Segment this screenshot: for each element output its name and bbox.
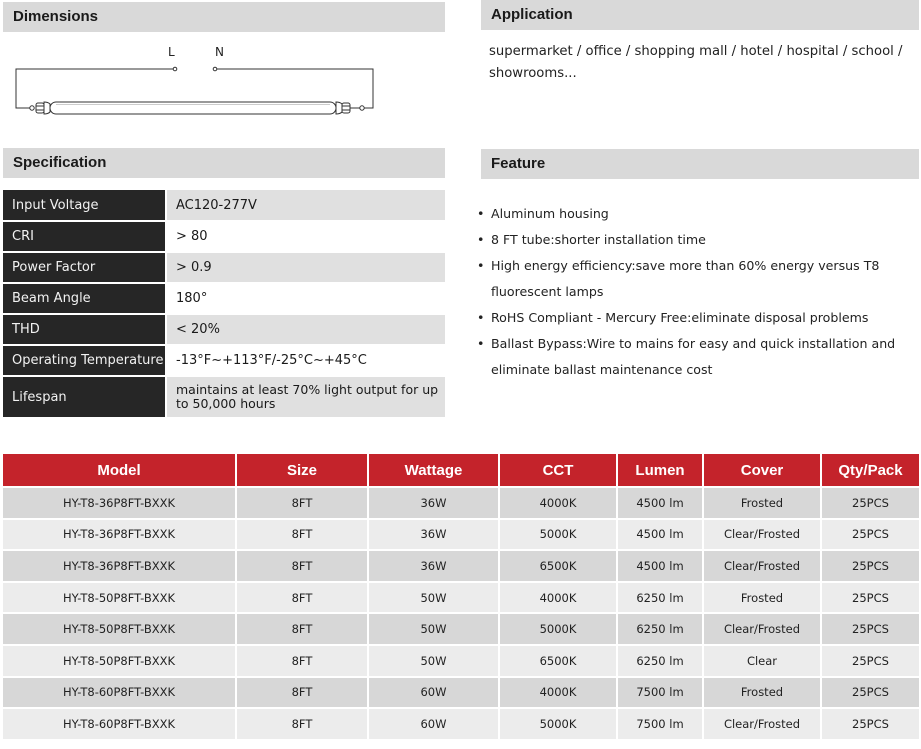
table-cell: HY-T8-50P8FT-BXXK bbox=[3, 645, 236, 677]
table-cell: 5000K bbox=[499, 708, 617, 740]
table-cell: 50W bbox=[368, 613, 499, 645]
table-cell: 6500K bbox=[499, 645, 617, 677]
table-cell: HY-T8-50P8FT-BXXK bbox=[3, 613, 236, 645]
table-cell: 6500K bbox=[499, 550, 617, 582]
table-cell: 4000K bbox=[499, 582, 617, 614]
table-row bbox=[3, 519, 919, 551]
application-text: supermarket / office / shopping mall / hotel / hospital / school / showrooms... bbox=[489, 44, 903, 81]
column-header: CCT bbox=[499, 454, 617, 487]
table-cell: 36W bbox=[368, 487, 499, 519]
table-cell: 8FT bbox=[236, 645, 368, 677]
tube-illustration bbox=[30, 102, 364, 114]
column-header: Cover bbox=[703, 454, 821, 487]
table-row bbox=[3, 708, 919, 740]
table-cell: 6250 lm bbox=[617, 582, 703, 614]
table-cell: Clear/Frosted bbox=[703, 519, 821, 551]
table-cell: 25PCS bbox=[821, 487, 919, 519]
feature-heading: Feature bbox=[481, 149, 919, 179]
spec-row bbox=[3, 221, 445, 252]
spec-key: CRI bbox=[3, 221, 166, 252]
table-cell: 8FT bbox=[236, 487, 368, 519]
specification-heading: Specification bbox=[3, 148, 445, 178]
spec-row bbox=[3, 190, 445, 221]
feature-item: • High energy efficiency:save more than 60% energy versus T8 fluorescent lamps bbox=[477, 253, 917, 305]
table-cell: 8FT bbox=[236, 550, 368, 582]
table-cell: 36W bbox=[368, 519, 499, 551]
table-cell: 25PCS bbox=[821, 519, 919, 551]
table-cell: 60W bbox=[368, 708, 499, 740]
table-cell: 6250 lm bbox=[617, 645, 703, 677]
specification-table bbox=[3, 190, 445, 419]
table-cell: 8FT bbox=[236, 677, 368, 709]
table-cell: 36W bbox=[368, 550, 499, 582]
spec-key: Power Factor bbox=[3, 252, 166, 283]
spec-row bbox=[3, 345, 445, 376]
table-cell: Clear/Frosted bbox=[703, 613, 821, 645]
spec-key: THD bbox=[3, 314, 166, 345]
table-cell: 4000K bbox=[499, 677, 617, 709]
column-header: Model bbox=[3, 454, 236, 487]
table-cell: 8FT bbox=[236, 519, 368, 551]
table-row bbox=[3, 613, 919, 645]
table-cell: 7500 lm bbox=[617, 677, 703, 709]
table-cell: 4500 lm bbox=[617, 550, 703, 582]
table-cell: Clear/Frosted bbox=[703, 708, 821, 740]
application-heading: Application bbox=[481, 0, 919, 30]
column-header: Size bbox=[236, 454, 368, 487]
table-cell: 5000K bbox=[499, 613, 617, 645]
spec-row bbox=[3, 376, 445, 418]
table-cell: Frosted bbox=[703, 677, 821, 709]
table-cell: HY-T8-50P8FT-BXXK bbox=[3, 582, 236, 614]
table-cell: 25PCS bbox=[821, 677, 919, 709]
column-header: Wattage bbox=[368, 454, 499, 487]
table-cell: Clear bbox=[703, 645, 821, 677]
spec-row bbox=[3, 314, 445, 345]
spec-value: 180° bbox=[166, 283, 445, 314]
feature-item: • RoHS Compliant - Mercury Free:eliminate disposal problems bbox=[477, 305, 917, 331]
spec-key: Lifespan bbox=[3, 376, 166, 418]
spec-value: -13°F~+113°F/-25°C~+45°C bbox=[166, 345, 445, 376]
table-cell: 7500 lm bbox=[617, 708, 703, 740]
table-cell: 4500 lm bbox=[617, 519, 703, 551]
table-row bbox=[3, 645, 919, 677]
spec-key: Beam Angle bbox=[3, 283, 166, 314]
table-row bbox=[3, 487, 919, 519]
table-cell: 8FT bbox=[236, 613, 368, 645]
table-cell: 8FT bbox=[236, 582, 368, 614]
table-row bbox=[3, 677, 919, 709]
feature-item: • 8 FT tube:shorter installation time bbox=[477, 227, 917, 253]
spec-key: Operating Temperature bbox=[3, 345, 166, 376]
table-cell: 50W bbox=[368, 645, 499, 677]
table-cell: 25PCS bbox=[821, 613, 919, 645]
table-cell: HY-T8-36P8FT-BXXK bbox=[3, 550, 236, 582]
table-cell: Frosted bbox=[703, 487, 821, 519]
table-cell: HY-T8-60P8FT-BXXK bbox=[3, 677, 236, 709]
feature-list bbox=[477, 201, 917, 383]
spec-value: > 80 bbox=[166, 221, 445, 252]
table-cell: 25PCS bbox=[821, 550, 919, 582]
table-cell: 25PCS bbox=[821, 708, 919, 740]
feature-item: • Ballast Bypass:Wire to mains for easy and quick installation and eliminate ballast maintenance cost bbox=[477, 331, 917, 383]
spec-value: maintains at least 70% light output for up to 50,000 hours bbox=[166, 376, 445, 418]
dimensions-heading: Dimensions bbox=[3, 2, 445, 32]
column-header: Qty/Pack bbox=[821, 454, 919, 487]
spec-value: AC120-277V bbox=[166, 190, 445, 221]
table-cell: Frosted bbox=[703, 582, 821, 614]
table-cell: 50W bbox=[368, 582, 499, 614]
table-row bbox=[3, 550, 919, 582]
table-cell: HY-T8-60P8FT-BXXK bbox=[3, 708, 236, 740]
wiring-diagram bbox=[10, 40, 390, 130]
spec-value: < 20% bbox=[166, 314, 445, 345]
table-cell: HY-T8-36P8FT-BXXK bbox=[3, 487, 236, 519]
label-l: L bbox=[168, 45, 175, 59]
table-cell: HY-T8-36P8FT-BXXK bbox=[3, 519, 236, 551]
label-n: N bbox=[215, 45, 224, 59]
feature-item: • Aluminum housing bbox=[477, 201, 917, 227]
spec-row bbox=[3, 283, 445, 314]
model-table bbox=[3, 454, 919, 741]
table-cell: Clear/Frosted bbox=[703, 550, 821, 582]
table-cell: 5000K bbox=[499, 519, 617, 551]
spec-value: > 0.9 bbox=[166, 252, 445, 283]
column-header: Lumen bbox=[617, 454, 703, 487]
table-cell: 25PCS bbox=[821, 582, 919, 614]
table-row bbox=[3, 582, 919, 614]
spec-row bbox=[3, 252, 445, 283]
table-cell: 4500 lm bbox=[617, 487, 703, 519]
spec-key: Input Voltage bbox=[3, 190, 166, 221]
table-cell: 25PCS bbox=[821, 645, 919, 677]
table-cell: 60W bbox=[368, 677, 499, 709]
table-cell: 4000K bbox=[499, 487, 617, 519]
table-cell: 8FT bbox=[236, 708, 368, 740]
table-cell: 6250 lm bbox=[617, 613, 703, 645]
